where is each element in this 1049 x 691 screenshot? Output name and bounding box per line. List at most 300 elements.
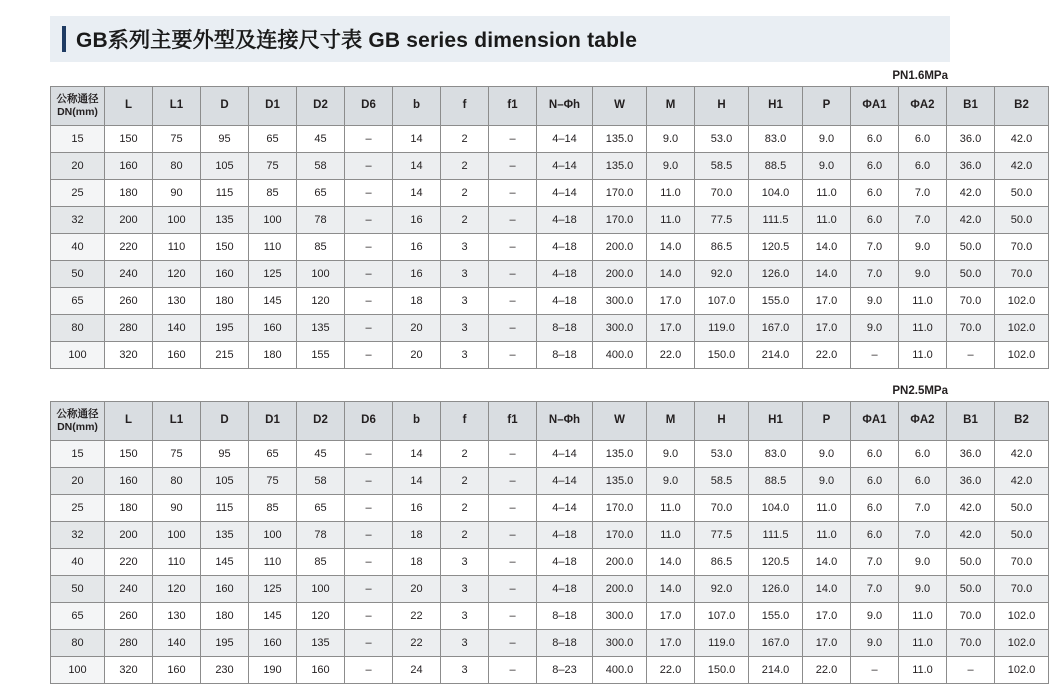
table-cell: 3 bbox=[441, 603, 489, 630]
table-cell: 135 bbox=[297, 315, 345, 342]
column-header-dn-cn: 公称通径 bbox=[56, 407, 99, 420]
table-cell: 160 bbox=[153, 657, 201, 684]
table-cell: 70.0 bbox=[995, 576, 1049, 603]
column-header-p: P bbox=[803, 402, 851, 441]
table-cell: 120.5 bbox=[749, 549, 803, 576]
table-cell: – bbox=[345, 603, 393, 630]
table-cell: 80 bbox=[153, 468, 201, 495]
table-cell: 85 bbox=[249, 180, 297, 207]
table-cell: 6.0 bbox=[899, 441, 947, 468]
table-cell: 200.0 bbox=[593, 234, 647, 261]
table-cell: 20 bbox=[393, 576, 441, 603]
table-cell: 8–18 bbox=[537, 315, 593, 342]
table-cell: 16 bbox=[393, 207, 441, 234]
table-cell: 42.0 bbox=[947, 495, 995, 522]
table-cell: 75 bbox=[153, 441, 201, 468]
table-cell: 16 bbox=[393, 261, 441, 288]
table-row bbox=[51, 603, 1049, 630]
table-cell: 6.0 bbox=[899, 468, 947, 495]
table-cell: 42.0 bbox=[995, 468, 1049, 495]
column-header-d1: D1 bbox=[249, 87, 297, 126]
table-row bbox=[51, 315, 1049, 342]
table-cell: 120 bbox=[153, 576, 201, 603]
table-cell: 100 bbox=[297, 261, 345, 288]
table-cell: 75 bbox=[249, 153, 297, 180]
table-cell: 58.5 bbox=[695, 153, 749, 180]
column-header-phia1: ΦA1 bbox=[851, 87, 899, 126]
table-row bbox=[51, 153, 1049, 180]
table-cell: 22.0 bbox=[803, 342, 851, 369]
table-cell: 50.0 bbox=[995, 180, 1049, 207]
table-cell: – bbox=[345, 495, 393, 522]
table-cell-dn: 40 bbox=[51, 549, 105, 576]
table-cell: 36.0 bbox=[947, 126, 995, 153]
table-cell: 2 bbox=[441, 126, 489, 153]
table-cell: 88.5 bbox=[749, 468, 803, 495]
table-cell: 4–18 bbox=[537, 261, 593, 288]
table-cell: 220 bbox=[105, 549, 153, 576]
dimension-table-pn16 bbox=[50, 86, 1049, 369]
table-cell: 14.0 bbox=[647, 576, 695, 603]
table-cell: 120 bbox=[153, 261, 201, 288]
table-cell: – bbox=[345, 207, 393, 234]
table-cell: 160 bbox=[249, 630, 297, 657]
table-cell: 9.0 bbox=[647, 441, 695, 468]
table-cell: – bbox=[345, 468, 393, 495]
table-cell: 90 bbox=[153, 180, 201, 207]
column-header-nphih: N–Φh bbox=[537, 87, 593, 126]
column-header-b: b bbox=[393, 87, 441, 126]
dimension-table-pn25 bbox=[50, 401, 1049, 684]
table-cell: 135.0 bbox=[593, 126, 647, 153]
table-cell: 14 bbox=[393, 441, 441, 468]
table-cell: 2 bbox=[441, 207, 489, 234]
table-cell: 4–14 bbox=[537, 180, 593, 207]
table-cell: – bbox=[489, 315, 537, 342]
table-cell-dn: 80 bbox=[51, 315, 105, 342]
pressure-label-pn25: PN2.5MPa bbox=[892, 385, 948, 397]
table-cell: 11.0 bbox=[899, 603, 947, 630]
table-cell: 86.5 bbox=[695, 549, 749, 576]
table-cell: 4–14 bbox=[537, 126, 593, 153]
table-cell-dn: 65 bbox=[51, 603, 105, 630]
table-cell: 50.0 bbox=[995, 522, 1049, 549]
table-cell: 86.5 bbox=[695, 234, 749, 261]
table-cell: – bbox=[489, 549, 537, 576]
column-header-d: D bbox=[201, 402, 249, 441]
column-header-f1: f1 bbox=[489, 402, 537, 441]
table-cell: 120.5 bbox=[749, 234, 803, 261]
table-cell: 6.0 bbox=[851, 495, 899, 522]
table-cell: 17.0 bbox=[803, 315, 851, 342]
column-header-l1: L1 bbox=[153, 402, 201, 441]
column-header-b: b bbox=[393, 402, 441, 441]
table-cell: 115 bbox=[201, 180, 249, 207]
table-cell: 17.0 bbox=[803, 603, 851, 630]
table-cell: 17.0 bbox=[647, 603, 695, 630]
table-cell: – bbox=[345, 657, 393, 684]
table-cell: 102.0 bbox=[995, 657, 1049, 684]
table-cell: 9.0 bbox=[647, 468, 695, 495]
table-cell: 6.0 bbox=[851, 468, 899, 495]
table-cell: 105 bbox=[201, 153, 249, 180]
table-cell: 400.0 bbox=[593, 657, 647, 684]
pressure-label-pn16: PN1.6MPa bbox=[892, 70, 948, 82]
table-cell: 70.0 bbox=[695, 180, 749, 207]
table-cell: 6.0 bbox=[851, 441, 899, 468]
table-cell: 22.0 bbox=[647, 342, 695, 369]
table-cell: 160 bbox=[153, 342, 201, 369]
table-cell: 3 bbox=[441, 261, 489, 288]
table-cell: 95 bbox=[201, 441, 249, 468]
table-cell: 6.0 bbox=[899, 126, 947, 153]
table-cell: 125 bbox=[249, 576, 297, 603]
table-cell: 22 bbox=[393, 603, 441, 630]
table-cell: 150.0 bbox=[695, 342, 749, 369]
table-cell: 160 bbox=[105, 468, 153, 495]
table-cell: 155.0 bbox=[749, 603, 803, 630]
table-cell: 8–23 bbox=[537, 657, 593, 684]
table-cell: 150 bbox=[105, 126, 153, 153]
table-cell: 126.0 bbox=[749, 576, 803, 603]
table-row bbox=[51, 288, 1049, 315]
table-cell: 160 bbox=[201, 261, 249, 288]
table-cell: 300.0 bbox=[593, 603, 647, 630]
table-cell: 200.0 bbox=[593, 549, 647, 576]
table-cell: 65 bbox=[297, 180, 345, 207]
table-cell: 14 bbox=[393, 126, 441, 153]
table-cell: 280 bbox=[105, 630, 153, 657]
table-cell: 8–18 bbox=[537, 603, 593, 630]
document-page bbox=[0, 16, 1036, 691]
table-cell-dn: 15 bbox=[51, 126, 105, 153]
table-cell: – bbox=[345, 261, 393, 288]
table-cell: 160 bbox=[297, 657, 345, 684]
table-cell: 17.0 bbox=[647, 630, 695, 657]
table-cell: 36.0 bbox=[947, 153, 995, 180]
table-cell: 115 bbox=[201, 495, 249, 522]
table-cell: 135 bbox=[201, 522, 249, 549]
table-cell: – bbox=[489, 207, 537, 234]
table-cell: 214.0 bbox=[749, 342, 803, 369]
table-cell: 70.0 bbox=[947, 630, 995, 657]
table-cell: 100 bbox=[153, 522, 201, 549]
table-cell: 11.0 bbox=[803, 522, 851, 549]
table-cell-dn: 25 bbox=[51, 495, 105, 522]
table-cell: 3 bbox=[441, 657, 489, 684]
table-cell: 9.0 bbox=[851, 603, 899, 630]
table-cell: 53.0 bbox=[695, 126, 749, 153]
table-cell: 50.0 bbox=[995, 495, 1049, 522]
table-cell: 100 bbox=[249, 207, 297, 234]
table-cell: 11.0 bbox=[899, 288, 947, 315]
table-cell: – bbox=[489, 603, 537, 630]
table-row bbox=[51, 261, 1049, 288]
table-cell: 88.5 bbox=[749, 153, 803, 180]
table-cell: 9.0 bbox=[803, 441, 851, 468]
column-header-d1: D1 bbox=[249, 402, 297, 441]
table-cell: 155.0 bbox=[749, 288, 803, 315]
table-cell: 300.0 bbox=[593, 315, 647, 342]
column-header-m: M bbox=[647, 87, 695, 126]
table-cell: 14.0 bbox=[647, 549, 695, 576]
column-header-b2: B2 bbox=[995, 87, 1049, 126]
table-cell: – bbox=[947, 342, 995, 369]
table-cell: 42.0 bbox=[995, 153, 1049, 180]
table-row bbox=[51, 657, 1049, 684]
table-cell: 80 bbox=[153, 153, 201, 180]
table-cell: 160 bbox=[201, 576, 249, 603]
table-cell: 8–18 bbox=[537, 342, 593, 369]
table-cell: 9.0 bbox=[899, 261, 947, 288]
table-cell: 126.0 bbox=[749, 261, 803, 288]
column-header-m: M bbox=[647, 402, 695, 441]
table-cell: 11.0 bbox=[803, 207, 851, 234]
table-cell: 50.0 bbox=[947, 234, 995, 261]
table-cell: 320 bbox=[105, 657, 153, 684]
table-cell: 9.0 bbox=[899, 234, 947, 261]
table-cell: 160 bbox=[105, 153, 153, 180]
table-cell: 92.0 bbox=[695, 261, 749, 288]
table-cell: 85 bbox=[297, 234, 345, 261]
table-cell: 3 bbox=[441, 630, 489, 657]
table-cell: 230 bbox=[201, 657, 249, 684]
table-cell: 400.0 bbox=[593, 342, 647, 369]
table-cell: 45 bbox=[297, 441, 345, 468]
table-cell: 3 bbox=[441, 549, 489, 576]
table-cell-dn: 15 bbox=[51, 441, 105, 468]
table-cell: 145 bbox=[249, 603, 297, 630]
table-row bbox=[51, 576, 1049, 603]
table-cell: 180 bbox=[201, 288, 249, 315]
table-cell: 135.0 bbox=[593, 441, 647, 468]
table-cell: 240 bbox=[105, 261, 153, 288]
table-row bbox=[51, 441, 1049, 468]
table-body-pn25 bbox=[51, 441, 1049, 684]
column-header-dn bbox=[51, 87, 105, 126]
table-cell: – bbox=[489, 576, 537, 603]
table-cell: 11.0 bbox=[899, 342, 947, 369]
table-cell: 17.0 bbox=[803, 630, 851, 657]
table-cell: 17.0 bbox=[647, 288, 695, 315]
table-cell: 135.0 bbox=[593, 468, 647, 495]
table-cell: 11.0 bbox=[647, 180, 695, 207]
table-cell: 70.0 bbox=[995, 261, 1049, 288]
table-row bbox=[51, 630, 1049, 657]
table-cell: – bbox=[489, 261, 537, 288]
table-cell: 119.0 bbox=[695, 630, 749, 657]
column-header-d: D bbox=[201, 87, 249, 126]
table-cell: – bbox=[345, 549, 393, 576]
table-cell: 4–14 bbox=[537, 468, 593, 495]
table-cell: 8–18 bbox=[537, 630, 593, 657]
table-cell: 11.0 bbox=[899, 315, 947, 342]
table-cell: 11.0 bbox=[647, 522, 695, 549]
table-cell: 214.0 bbox=[749, 657, 803, 684]
table-row bbox=[51, 549, 1049, 576]
table-cell: 22 bbox=[393, 630, 441, 657]
table-cell-dn: 80 bbox=[51, 630, 105, 657]
column-header-dn-cn: 公称通径 bbox=[56, 92, 99, 105]
column-header-l1: L1 bbox=[153, 87, 201, 126]
table-cell: 50.0 bbox=[995, 207, 1049, 234]
table-cell: 6.0 bbox=[851, 180, 899, 207]
table-header-row bbox=[51, 87, 1049, 126]
table-cell-dn: 100 bbox=[51, 657, 105, 684]
table-cell: – bbox=[489, 495, 537, 522]
column-header-d2: D2 bbox=[297, 87, 345, 126]
table-cell: 9.0 bbox=[899, 576, 947, 603]
table-cell: 135 bbox=[201, 207, 249, 234]
column-header-dn-unit: DN(mm) bbox=[57, 106, 98, 118]
table-cell: 83.0 bbox=[749, 441, 803, 468]
column-header-p: P bbox=[803, 87, 851, 126]
table-cell: 7.0 bbox=[899, 522, 947, 549]
table-cell: 110 bbox=[249, 234, 297, 261]
table-cell: 190 bbox=[249, 657, 297, 684]
table-cell-dn: 32 bbox=[51, 207, 105, 234]
column-header-f1: f1 bbox=[489, 87, 537, 126]
table-cell: 65 bbox=[249, 441, 297, 468]
table-cell: 2 bbox=[441, 441, 489, 468]
table-cell: 7.0 bbox=[851, 234, 899, 261]
table-cell: 180 bbox=[105, 180, 153, 207]
table-cell: – bbox=[489, 630, 537, 657]
table-cell: 16 bbox=[393, 495, 441, 522]
table-cell: 22.0 bbox=[803, 657, 851, 684]
table-cell: 20 bbox=[393, 315, 441, 342]
table-cell: 150 bbox=[105, 441, 153, 468]
table-row bbox=[51, 234, 1049, 261]
table-cell: 9.0 bbox=[803, 153, 851, 180]
table-row bbox=[51, 468, 1049, 495]
table-cell: 4–18 bbox=[537, 288, 593, 315]
table-cell: 167.0 bbox=[749, 315, 803, 342]
table-cell: 111.5 bbox=[749, 522, 803, 549]
column-header-d6: D6 bbox=[345, 402, 393, 441]
table-row bbox=[51, 180, 1049, 207]
table-cell-dn: 50 bbox=[51, 576, 105, 603]
table-cell: 70.0 bbox=[947, 288, 995, 315]
table-cell: 102.0 bbox=[995, 603, 1049, 630]
table-cell-dn: 65 bbox=[51, 288, 105, 315]
table-cell: 70.0 bbox=[947, 315, 995, 342]
table-cell: 14 bbox=[393, 468, 441, 495]
table-cell: 240 bbox=[105, 576, 153, 603]
table-row bbox=[51, 207, 1049, 234]
table-row bbox=[51, 342, 1049, 369]
table-cell: 180 bbox=[249, 342, 297, 369]
table-cell: 3 bbox=[441, 315, 489, 342]
table-cell: 58.5 bbox=[695, 468, 749, 495]
table-cell: 9.0 bbox=[851, 315, 899, 342]
table-cell: 18 bbox=[393, 549, 441, 576]
table-cell: 195 bbox=[201, 315, 249, 342]
table-cell: 9.0 bbox=[803, 468, 851, 495]
table-cell: 22.0 bbox=[647, 657, 695, 684]
table-cell: 2 bbox=[441, 180, 489, 207]
table-cell: 102.0 bbox=[995, 315, 1049, 342]
table-cell: 170.0 bbox=[593, 522, 647, 549]
table-cell: 300.0 bbox=[593, 288, 647, 315]
table-cell-dn: 40 bbox=[51, 234, 105, 261]
table-cell: 9.0 bbox=[899, 549, 947, 576]
table-cell: – bbox=[345, 234, 393, 261]
table-cell: 9.0 bbox=[647, 126, 695, 153]
table-cell: – bbox=[489, 153, 537, 180]
column-header-dn bbox=[51, 402, 105, 441]
column-header-f: f bbox=[441, 402, 489, 441]
column-header-d2: D2 bbox=[297, 402, 345, 441]
column-header-f: f bbox=[441, 87, 489, 126]
table-cell: 4–18 bbox=[537, 207, 593, 234]
table-cell: 200 bbox=[105, 522, 153, 549]
table-cell: – bbox=[489, 657, 537, 684]
table-cell: 78 bbox=[297, 207, 345, 234]
table-cell: 6.0 bbox=[851, 126, 899, 153]
table-cell: 180 bbox=[201, 603, 249, 630]
table-cell: 100 bbox=[153, 207, 201, 234]
table-cell: 9.0 bbox=[851, 630, 899, 657]
table-cell: – bbox=[345, 153, 393, 180]
table-cell: 95 bbox=[201, 126, 249, 153]
table-cell: 102.0 bbox=[995, 342, 1049, 369]
table-cell: 17.0 bbox=[803, 288, 851, 315]
table-cell: 50.0 bbox=[947, 261, 995, 288]
table-cell-dn: 32 bbox=[51, 522, 105, 549]
table-cell: 2 bbox=[441, 522, 489, 549]
column-header-phia2: ΦA2 bbox=[899, 87, 947, 126]
table-cell: 14 bbox=[393, 153, 441, 180]
table-section-pn16 bbox=[50, 64, 1036, 369]
table-cell: 17.0 bbox=[647, 315, 695, 342]
table-cell: 90 bbox=[153, 495, 201, 522]
table-cell: 70.0 bbox=[995, 549, 1049, 576]
table-cell: – bbox=[345, 126, 393, 153]
table-cell: 42.0 bbox=[947, 207, 995, 234]
table-cell: 104.0 bbox=[749, 180, 803, 207]
table-cell: 36.0 bbox=[947, 441, 995, 468]
table-cell: 9.0 bbox=[851, 288, 899, 315]
table-cell: – bbox=[947, 657, 995, 684]
table-cell-dn: 25 bbox=[51, 180, 105, 207]
column-header-h1: H1 bbox=[749, 87, 803, 126]
table-cell: 2 bbox=[441, 468, 489, 495]
column-header-nphih: N–Φh bbox=[537, 402, 593, 441]
table-cell: 50.0 bbox=[947, 549, 995, 576]
table-cell: 7.0 bbox=[851, 576, 899, 603]
table-header-row bbox=[51, 402, 1049, 441]
table-cell: 150.0 bbox=[695, 657, 749, 684]
table-cell: 42.0 bbox=[947, 180, 995, 207]
table-cell: – bbox=[489, 288, 537, 315]
column-header-h: H bbox=[695, 87, 749, 126]
table-cell: – bbox=[489, 126, 537, 153]
table-cell: 200.0 bbox=[593, 576, 647, 603]
table-cell: 70.0 bbox=[695, 495, 749, 522]
table-cell: 70.0 bbox=[995, 234, 1049, 261]
table-cell: 7.0 bbox=[851, 549, 899, 576]
table-cell: 3 bbox=[441, 288, 489, 315]
table-cell: 140 bbox=[153, 630, 201, 657]
table-cell: 65 bbox=[249, 126, 297, 153]
title-accent-bar bbox=[62, 26, 66, 52]
table-cell: – bbox=[489, 180, 537, 207]
table-cell: 65 bbox=[297, 495, 345, 522]
table-cell: 50.0 bbox=[947, 576, 995, 603]
table-cell: 83.0 bbox=[749, 126, 803, 153]
column-header-dn-unit: DN(mm) bbox=[57, 421, 98, 433]
